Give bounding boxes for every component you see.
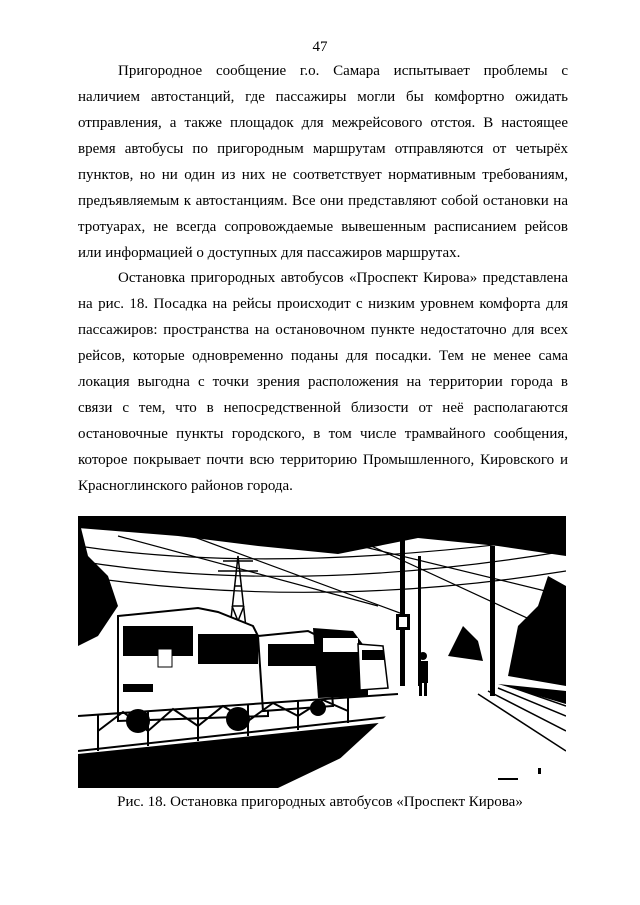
- paragraph-1-line: пунктов, но ни один из них не соответствует нормативным требованиям,: [78, 167, 568, 183]
- paragraph-2-line: на рис. 18. Посадка на рейсы происходит с низким уровнем комфорта для: [78, 296, 568, 312]
- paragraph-2-line: Остановка пригородных автобусов «Проспект Кирова» представлена: [118, 270, 568, 286]
- page-number: 47: [312, 39, 328, 55]
- bus-fourth: [358, 644, 388, 690]
- paragraph-2-line: связи с тем, что в непосредственной близости от неё располагаются: [78, 400, 568, 416]
- ground-mark: [498, 778, 518, 780]
- paragraph-1-line: наличием автостанций, где пассажиры могли бы комфортно ожидать: [78, 89, 568, 105]
- utility-pole: [400, 536, 405, 686]
- paragraph-2-line: пассажиров: пространства на остановочном пункте недостаточно для всех: [78, 322, 568, 338]
- paragraph-2-line: которое покрывает почти всю территорию Промышленного, Кировского и: [78, 452, 568, 468]
- paragraph-2-line: остановочные пункты городского, в том числе трамвайного сообщения,: [78, 426, 568, 442]
- bus-stop-sign-face: [399, 617, 407, 627]
- paragraph-1-line: время автобусы по пригородным маршрутам отправляются от четырёх: [78, 141, 568, 157]
- paragraph-1: [78, 58, 568, 266]
- paragraph-2: [78, 265, 568, 499]
- paragraph-2-line: рейсов, которые одновременно поданы для посадки. Тем не менее сама: [78, 348, 568, 364]
- paragraph-1-line: отправления, а также площадок для межрейсового отстоя. В настоящее: [78, 115, 568, 131]
- paragraph-2-line: Красноглинского районов города.: [78, 478, 293, 494]
- paragraph-1-line: предъявляемым к автостанциям. Все они представляют собой остановки на: [78, 193, 568, 209]
- paragraph-1-line: или информацией о доступных для пассажиров маршрутах.: [78, 245, 461, 261]
- figure-caption: Рис. 18. Остановка пригородных автобусов «Проспект Кирова»: [117, 794, 523, 810]
- paragraph-1-line: Пригородное сообщение г.о. Самара испытывает проблемы с: [118, 63, 568, 79]
- paragraph-1-line: тротуарах, не всегда сопровождаемые вывешенным расписанием рейсов: [78, 219, 568, 235]
- bus-front: [118, 608, 268, 733]
- figure-photo: [78, 516, 566, 788]
- ground-mark: [538, 768, 541, 774]
- utility-pole: [490, 546, 495, 706]
- paragraph-2-line: локация выгодна с точки зрения расположения на территории города в: [78, 374, 568, 390]
- bus-stop-photo-illustration: [78, 516, 566, 788]
